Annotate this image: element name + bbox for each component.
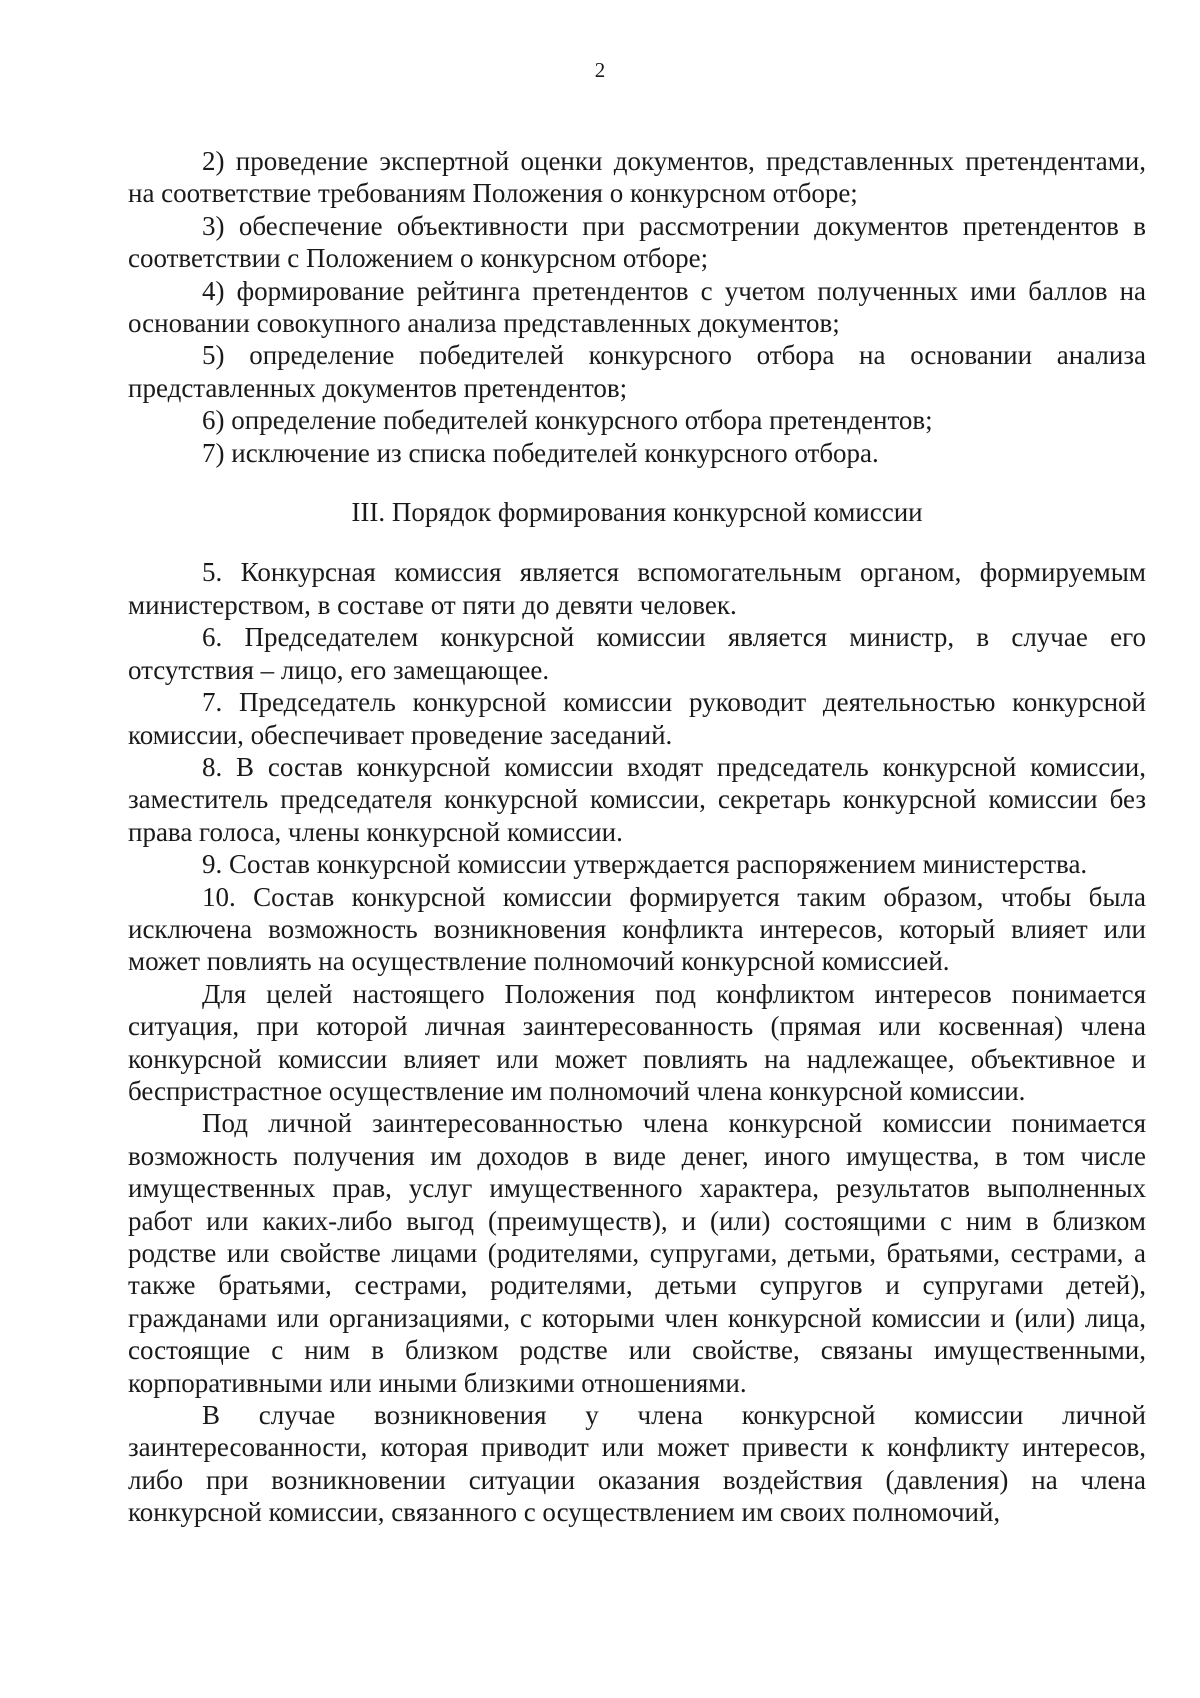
list-item: 4) формирование рейтинга претендентов с учетом полученных ими баллов на основании совокупного анализа представленных документов; (128, 275, 1146, 339)
paragraph: В случае возникновения у члена конкурсной комиссии личной заинтересованности, которая приводит или может привести к конфликту интересов, либо при возникновении ситуации оказания воздействия (давления) на члена конкурсной комиссии, связанного с осуществлением им своих полномочий, (128, 1400, 1146, 1528)
paragraph: 9. Состав конкурсной комиссии утверждается распоряжением министерства. (202, 849, 1088, 880)
paragraph: Для целей настоящего Положения под конфликтом интересов понимается ситуация, при которой личная заинтересованность (прямая или косвенная) члена конкурсной комиссии влияет или может повлиять на надлежащее, объективное и беспристрастное осуществление им полномочий члена конкурсной комиссии. (128, 978, 1146, 1106)
list-item: 5) определение победителей конкурсного отбора на основании анализа представленных документов претендентов; (128, 340, 1146, 403)
paragraph: 6. Председателем конкурсной комиссии является министр, в случае его отсутствия – лицо, его замещающее. (128, 622, 1146, 685)
paragraph: Под личной заинтересованностью члена конкурсной комиссии понимается возможность получения им доходов в виде денег, иного имущества, в том числе имущественных прав, услуг имущественного характера, результатов выполненных работ или каких-либо выгод (преимуществ), и (или) состоящими с ним в близком родстве или свойстве лицами (родителями, супругами, детьми, братьями, сестрами, а также братьями, сестрами, родителями, детьми супругов и супругами детей), гражданами или организациями, с которыми член конкурсной комиссии и (или) лица, состоящие с ним в близком родстве или свойстве, связаны имущественными, корпоративными или иными близкими отношениями. (128, 1108, 1146, 1398)
paragraph: 7. Председатель конкурсной комиссии руководит деятельностью конкурсной комиссии, обеспечивает проведение заседаний. (128, 687, 1146, 750)
paragraph: 10. Состав конкурсной комиссии формируется таким образом, чтобы была исключена возможность возникновения конфликта интересов, который влияет или может повлиять на осуществление полномочий конкурсной комиссией. (128, 881, 1146, 977)
list-item: 2) проведение экспертной оценки документов, представленных претендентами, на соответствие требованиям Положения о конкурсном отборе; (128, 146, 1146, 209)
list-item: 7) исключение из списка победителей конкурсного отбора. (202, 437, 879, 468)
document-body (128, 145, 1146, 1529)
page-number: 2 (594, 58, 606, 82)
section-heading: III. Порядок формирования конкурсной комиссии (351, 497, 923, 528)
paragraph: 8. В состав конкурсной комиссии входят председатель конкурсной комиссии, заместитель председателя конкурсной комиссии, секретарь конкурсной комиссии без права голоса, члены конкурсной комиссии. (128, 751, 1146, 847)
list-item: 3) обеспечение объективности при рассмотрении документов претендентов в соответствии с Положением о конкурсном отборе; (128, 210, 1146, 274)
list-item: 6) определение победителей конкурсного отбора претендентов; (202, 405, 933, 436)
paragraph: 5. Конкурсная комиссия является вспомогательным органом, формируемым министерством, в составе от пяти до девяти человек. (128, 557, 1146, 620)
